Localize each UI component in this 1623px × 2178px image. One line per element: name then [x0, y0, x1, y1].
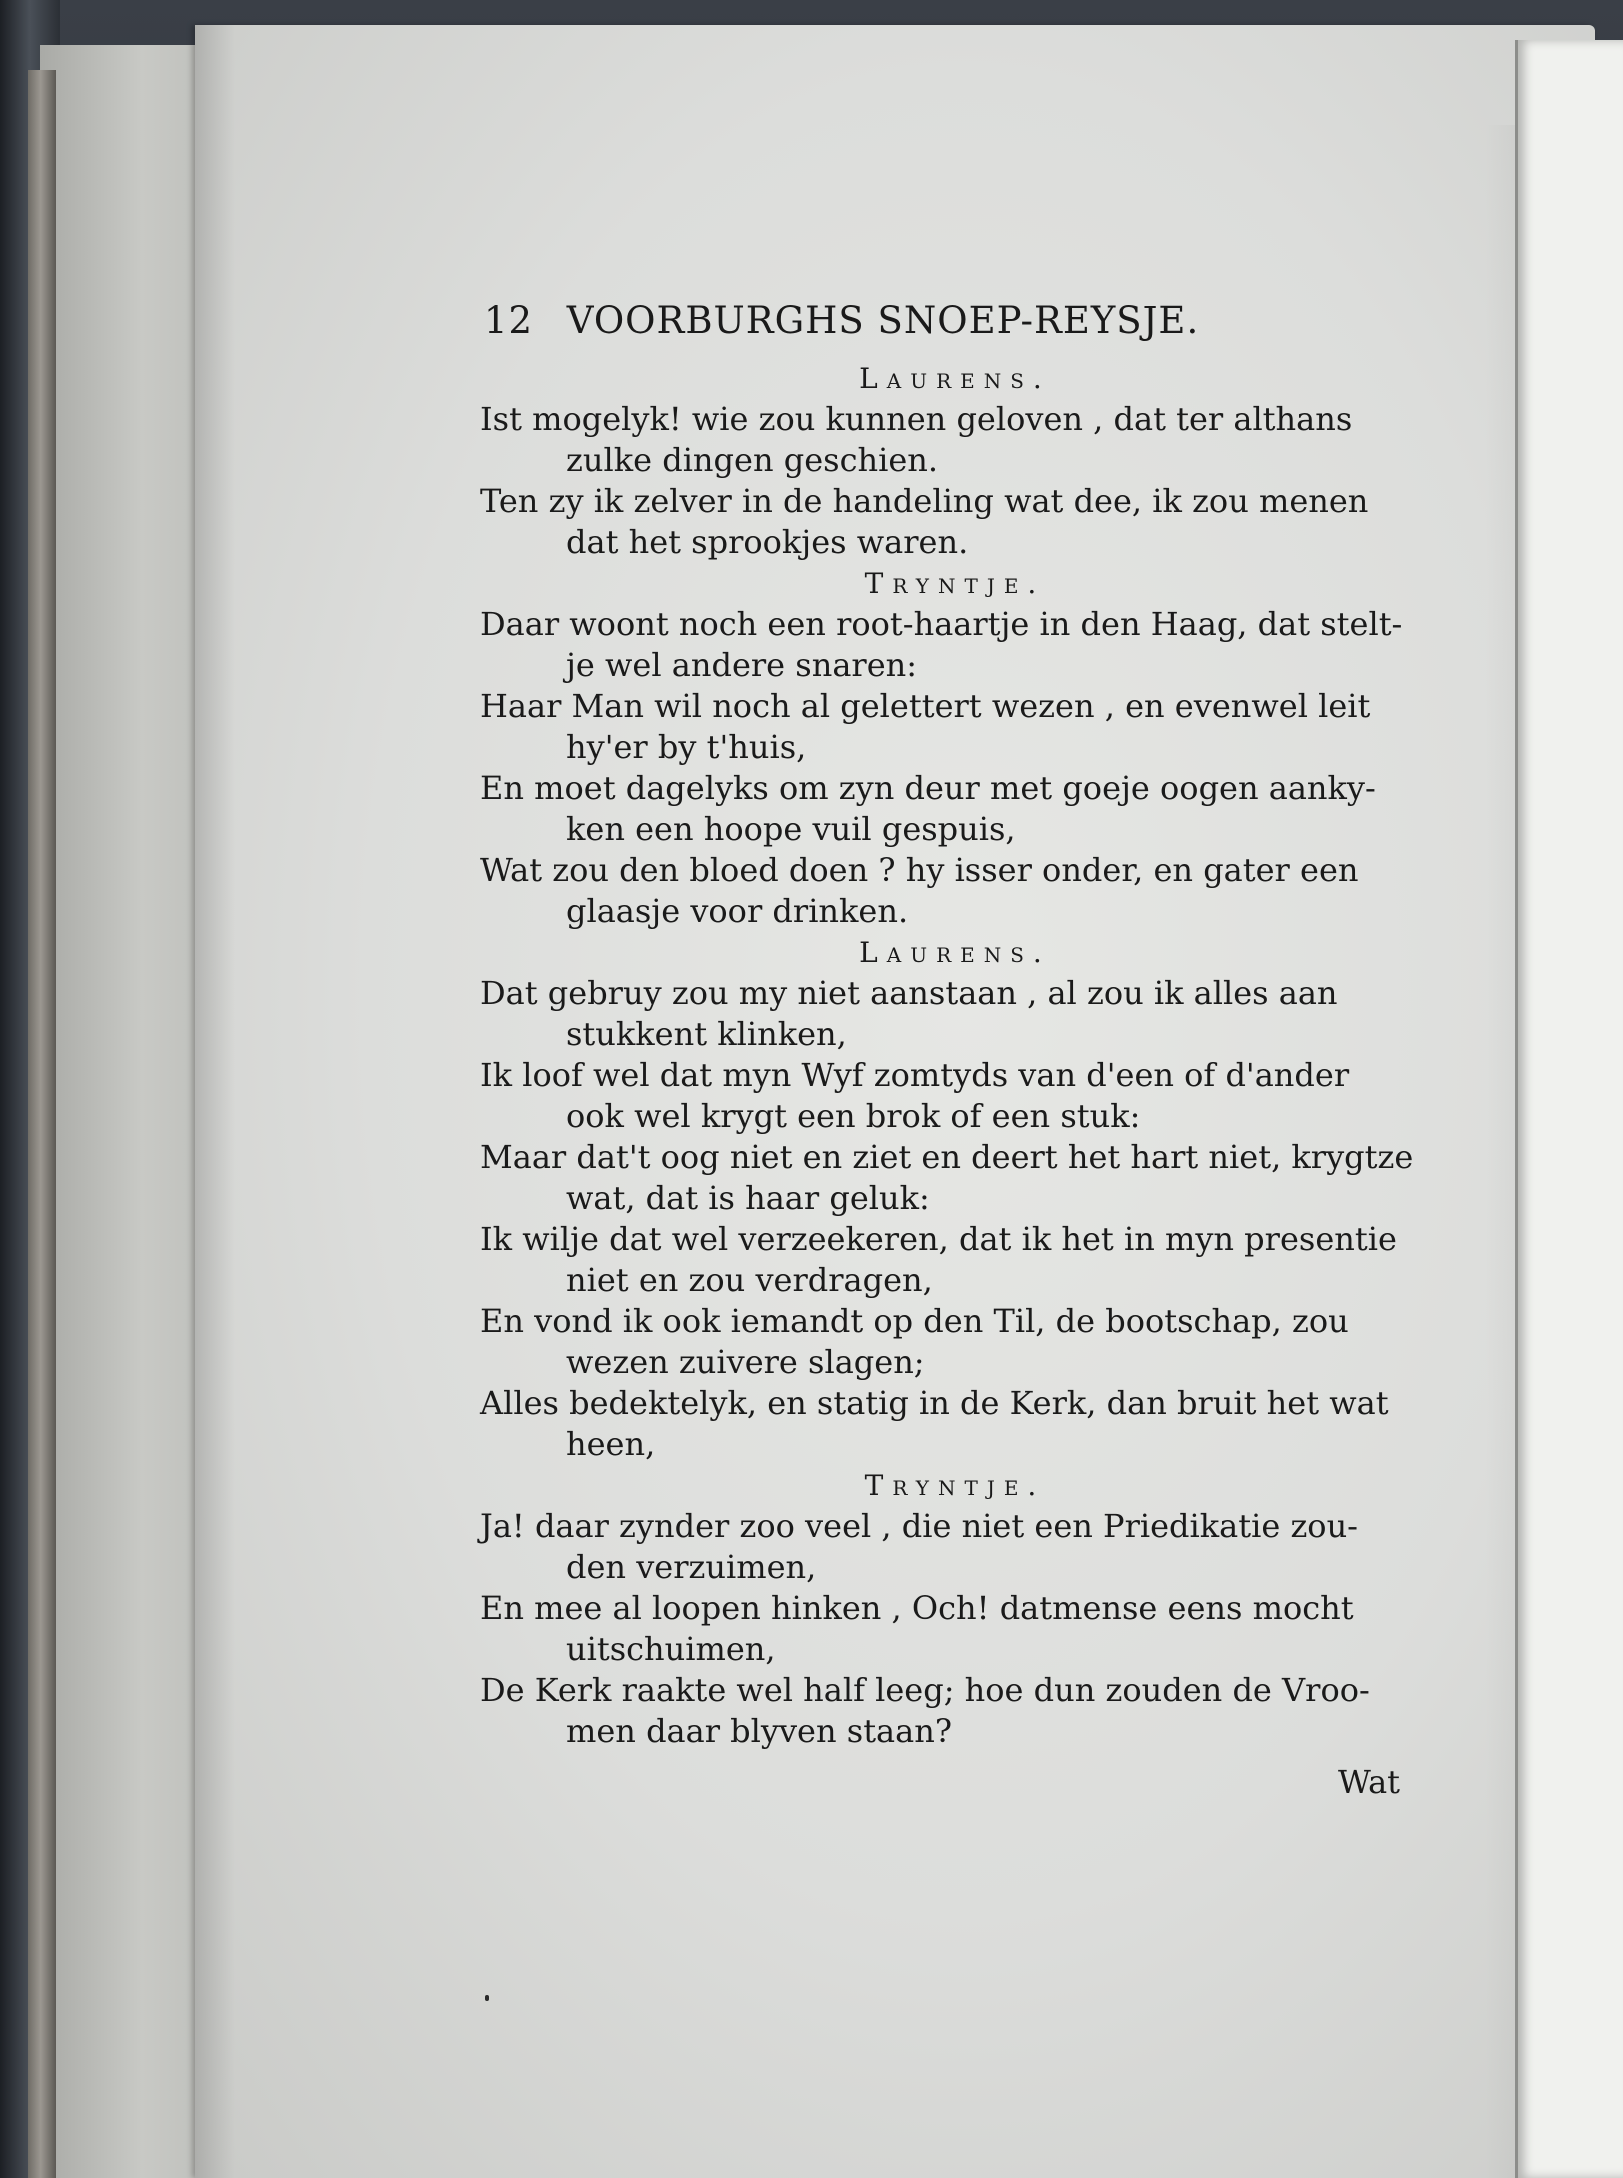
- verse-line: Haar Man wil noch al gelettert wezen , en evenwel leit: [480, 687, 1371, 725]
- verse-lines: [480, 358, 1414, 1752]
- verse-line-continuation: ken een hoope vuil gespuis,: [566, 810, 1016, 848]
- verse-line-continuation: glaasje voor drinken.: [566, 892, 909, 930]
- verse-line-continuation: heen,: [566, 1425, 656, 1463]
- speaker-name: Tryntje.: [864, 1469, 1046, 1502]
- verse-line: Wat zou den bloed doen ? hy isser onder, en gater een: [480, 851, 1359, 889]
- verse-line: Ik loof wel dat myn Wyf zomtyds van d'een of d'ander: [480, 1056, 1350, 1094]
- running-head-title: VOORBURGHS SNOEP-REYSJE.: [566, 299, 1200, 342]
- ink-speck: [485, 1995, 489, 2001]
- previous-page-edge: [40, 45, 212, 2178]
- verse-line: En mee al loopen hinken , Och! datmense eens mocht: [480, 1589, 1354, 1627]
- page-text-block: [480, 299, 1414, 1803]
- verse-line: Ist mogelyk! wie zou kunnen geloven , dat ter althans: [480, 400, 1353, 438]
- running-head: [484, 300, 1400, 358]
- verse-line-continuation: wezen zuivere slagen;: [566, 1343, 925, 1381]
- verse-line: Maar dat't oog niet en ziet en deert het hart niet, krygtze: [480, 1138, 1414, 1176]
- verse-line-continuation: stukkent klinken,: [566, 1015, 847, 1053]
- verse-line-continuation: hy'er by t'huis,: [566, 728, 807, 766]
- verse-line: Ik wilje dat wel verzeekeren, dat ik het in myn presentie: [480, 1220, 1397, 1258]
- page-number: 12: [484, 299, 534, 342]
- verse-line-continuation: men daar blyven staan?: [566, 1712, 952, 1750]
- verse-line-continuation: dat het sprookjes waren.: [566, 523, 969, 561]
- verse-line-continuation: wat, dat is haar geluk:: [566, 1179, 930, 1217]
- catchword: Wat: [1337, 1763, 1400, 1801]
- facing-page-edge: [1515, 40, 1623, 2178]
- verse-line: De Kerk raakte wel half leeg; hoe dun zouden de Vroo-: [480, 1671, 1370, 1709]
- book-binding: [28, 70, 56, 2178]
- verse-line: Ja! daar zynder zoo veel , die niet een Priedikatie zou-: [480, 1507, 1358, 1545]
- verse-line-continuation: je wel andere snaren:: [566, 646, 918, 684]
- verse-line-continuation: zulke dingen geschien.: [566, 441, 939, 479]
- verse-line-continuation: ook wel krygt een brok of een stuk:: [566, 1097, 1141, 1135]
- gutter-shadow: [195, 25, 235, 2178]
- verse-line: Ten zy ik zelver in de handeling wat dee, ik zou menen: [480, 482, 1369, 520]
- verse-line: Alles bedektelyk, en statig in de Kerk, dan bruit het wat: [480, 1384, 1389, 1422]
- verse-line: Dat gebruy zou my niet aanstaan , al zou ik alles aan: [480, 974, 1338, 1012]
- verse-line: En vond ik ook iemandt op den Til, de bootschap, zou: [480, 1302, 1349, 1340]
- speaker-name: Laurens.: [859, 936, 1051, 969]
- verse-line-continuation: niet en zou verdragen,: [566, 1261, 933, 1299]
- verse-line-continuation: uitschuimen,: [566, 1630, 776, 1668]
- verse-line-continuation: den verzuimen,: [566, 1548, 817, 1586]
- speaker-name: Tryntje.: [864, 567, 1046, 600]
- speaker-name: Laurens.: [859, 362, 1051, 395]
- verse-line: En moet dagelyks om zyn deur met goeje oogen aanky-: [480, 769, 1376, 807]
- verse-line: Daar woont noch een root-haartje in den Haag, dat stelt-: [480, 605, 1403, 643]
